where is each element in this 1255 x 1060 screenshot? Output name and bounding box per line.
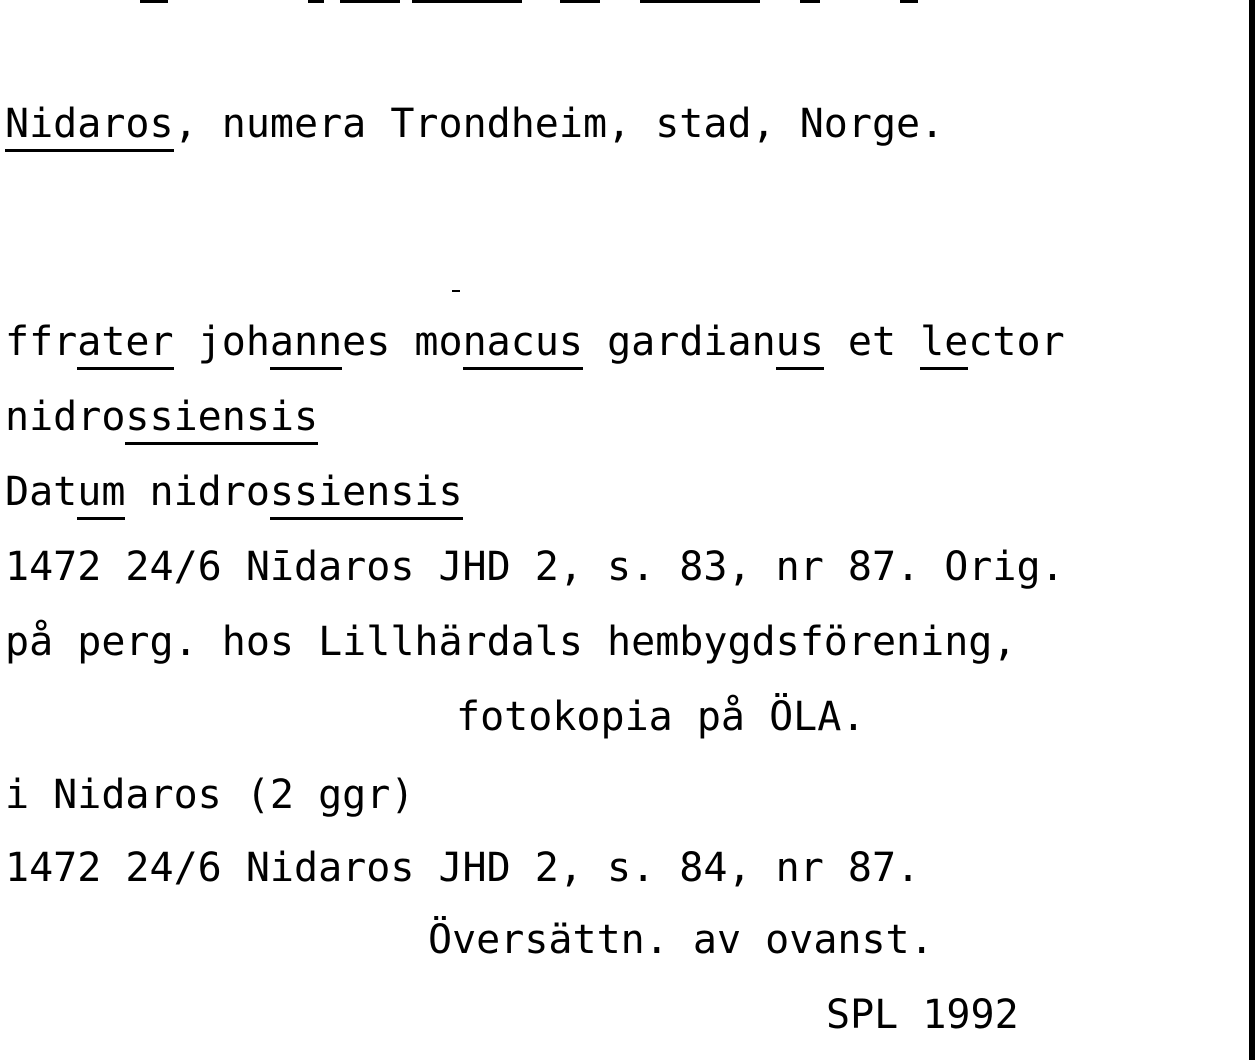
card-heading	[5, 100, 944, 148]
underlined-segment: ater	[77, 319, 173, 370]
text-segment: 1472 24/6 Nidaros JHD 2, s. 84, nr 87.	[5, 845, 921, 891]
underlined-segment: le	[920, 319, 968, 370]
text-segment: ffr	[5, 319, 78, 365]
scan-edge-border	[1249, 0, 1255, 1060]
entry-line-9	[428, 916, 934, 964]
text-segment: gardian	[583, 319, 776, 365]
top-scan-marks	[0, 0, 1255, 8]
stray-mark	[452, 290, 460, 292]
text-segment: et	[823, 319, 921, 365]
text-segment: es mo	[342, 319, 463, 365]
underlined-segment: nacus	[463, 319, 583, 370]
text-segment: 1472 24/6 Nīdaros JHD 2, s. 83, nr 87. Orig.	[5, 544, 1065, 590]
entry-line-5	[5, 618, 1016, 666]
entry-line-6	[456, 693, 865, 741]
signature-line	[826, 991, 1019, 1039]
heading-description: , numera Trondheim, stad, Norge.	[173, 101, 945, 147]
text-segment: nidro	[125, 469, 270, 515]
underlined-segment: ssiensis	[125, 394, 318, 445]
underlined-segment: ssiensis	[270, 469, 463, 520]
text-segment: joh	[173, 319, 270, 365]
entry-line-3	[5, 468, 463, 516]
underlined-segment: um	[77, 469, 125, 520]
text-segment: i Nidaros (2 ggr)	[5, 772, 415, 818]
text-segment: fotokopia på ÖLA.	[456, 694, 866, 740]
underlined-segment: us	[776, 319, 824, 370]
entry-line-7	[5, 771, 414, 819]
text-segment: Dat	[5, 469, 78, 515]
text-segment: SPL 1992	[826, 992, 1019, 1038]
entry-line-4	[5, 543, 1065, 591]
text-segment: Översättn. av ovanst.	[428, 917, 934, 963]
entry-line-2	[5, 393, 318, 441]
underlined-segment: ann	[270, 319, 342, 370]
text-segment: på perg. hos Lillhärdals hembygdsförening,	[5, 619, 1017, 665]
text-segment: ctor	[968, 319, 1065, 365]
text-segment: nidro	[5, 394, 126, 440]
heading-place-name: Nidaros	[5, 101, 174, 152]
entry-line-8	[5, 844, 920, 892]
entry-line-1	[5, 318, 1065, 366]
